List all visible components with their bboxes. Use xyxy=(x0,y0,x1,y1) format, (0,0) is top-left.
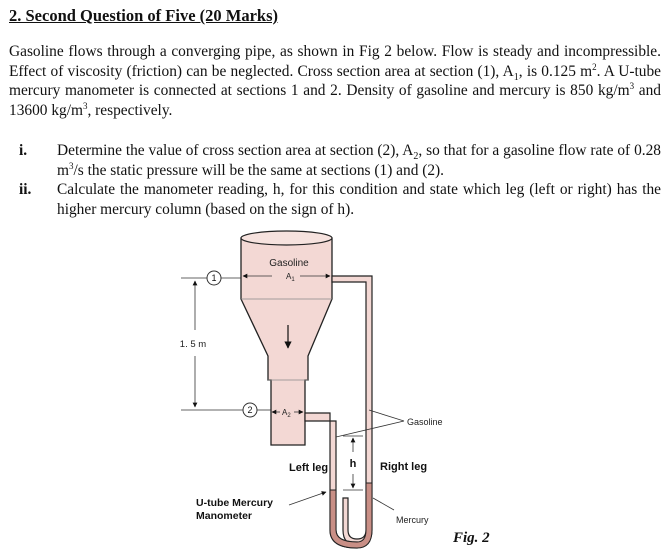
item-text-1: Determine the value of cross section area at section (2), A xyxy=(57,142,414,159)
a1-letter: A xyxy=(286,272,292,281)
a2-letter: A xyxy=(282,408,288,417)
item-number: ii. xyxy=(19,181,32,198)
h-label: h xyxy=(349,458,357,470)
manometer-label-line2: Manometer xyxy=(196,510,253,522)
statement-text-1: Gasoline flows through a converging pipe, as shown in Fig 2 below. Flow is steady and incompressible. Effect of viscosity (friction) can be neglected. Cross section area at section (1), A xyxy=(9,43,661,80)
section-1-label: 1 xyxy=(211,273,217,283)
statement-text-3: . A U-tube mercury manometer is connected at sections 1 and 2. Density of gasoline and mercury is 850 kg/m xyxy=(9,62,661,100)
item-number: i. xyxy=(19,142,28,159)
manometer-label-line1: U-tube Mercury xyxy=(196,497,274,509)
manometer-pointer xyxy=(289,492,326,505)
dimension-label: 1. 5 m xyxy=(179,339,207,350)
gasoline-right-label: Gasoline xyxy=(407,417,443,427)
pipe-inlet xyxy=(241,231,332,245)
item-text-2: , so that for a gasoline flow rate of 0.28 m xyxy=(57,142,661,179)
gasoline-top-label: Gasoline xyxy=(269,258,309,269)
statement-text-2: , is 0.125 m xyxy=(518,62,593,80)
statement-sub-1: 1 xyxy=(513,71,519,83)
statement-sup-3: 3 xyxy=(82,100,88,111)
gasoline-right-pointer xyxy=(369,410,404,421)
figure-caption: Fig. 2 xyxy=(453,530,490,546)
mercury-label: Mercury xyxy=(396,515,429,525)
item-text-3: /s the static pressure will be the same at sections (1) and (2). xyxy=(73,161,445,179)
item-text: Calculate the manometer reading, h, for this condition and state which leg (left or right) has the higher mercury column (based on the sign of h). xyxy=(57,181,661,218)
item-sup-1: 3 xyxy=(68,160,74,171)
question-heading: 2. Second Question of Five (20 Marks) xyxy=(9,6,279,25)
a2-sub: 2 xyxy=(287,413,291,419)
mercury-pointer xyxy=(373,498,394,510)
right-leg-label: Right leg xyxy=(380,461,428,473)
section-2-label: 2 xyxy=(247,405,253,415)
statement-text-4: and 13600 kg/m xyxy=(9,82,661,119)
statement-text-5: , respectively. xyxy=(87,101,173,119)
statement-sup-2: 3 xyxy=(629,81,635,92)
a1-sub: 1 xyxy=(291,277,295,283)
statement-sup-1: 2 xyxy=(592,61,597,72)
left-leg-label: Left leg xyxy=(289,462,329,474)
item-sub-1: 2 xyxy=(413,151,419,163)
